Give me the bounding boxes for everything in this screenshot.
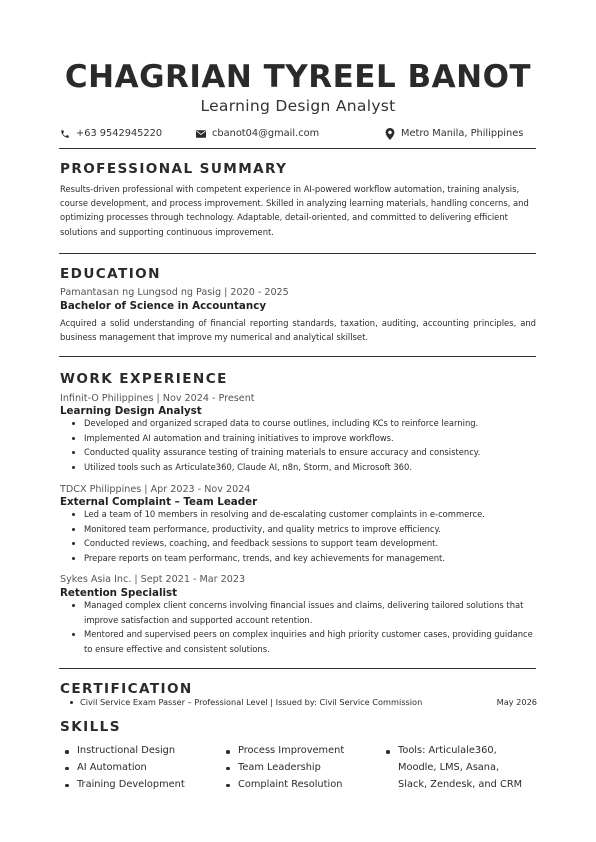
list-item: Mentored and supervised peers on complex inquiries and high priority customer cases, providing guidance to ensure effective and consistent solutions. — [70, 627, 536, 656]
skill-item: Process Improvement — [223, 743, 344, 760]
list-item: Conducted reviews, coaching, and feedback sessions to support team development. — [70, 536, 536, 551]
candidate-name: CHAGRIAN TYREEL BANOT — [64, 59, 532, 95]
skills-heading: SKILLS — [60, 719, 121, 735]
location-pin-icon — [385, 128, 395, 140]
job-bullets — [70, 416, 536, 474]
skill-item: Complaint Resolution — [223, 777, 344, 794]
skill-item: Team Leadership — [223, 760, 344, 777]
job-bullets — [70, 507, 536, 565]
education-degree: Bachelor of Science in Accountancy — [60, 300, 267, 312]
mail-icon — [196, 130, 206, 138]
job-company: Infinit-O Philippines | Nov 2024 - Present — [60, 393, 255, 404]
job-company: Sykes Asia Inc. | Sept 2021 - Mar 2023 — [60, 574, 246, 585]
education-divider — [59, 356, 536, 357]
job-position: Learning Design Analyst — [60, 405, 202, 417]
skill-item: Instructional Design — [62, 743, 185, 760]
header-divider — [59, 148, 536, 149]
summary-divider — [59, 253, 536, 254]
certification-item — [70, 696, 537, 708]
contact-phone — [60, 126, 162, 142]
skill-item-continued: Moodle, LMS, Asana, — [398, 761, 500, 773]
candidate-role: Learning Design Analyst — [200, 97, 396, 115]
skill-item: Training Development — [62, 777, 185, 794]
job-position: External Complaint – Team Leader — [60, 496, 258, 508]
education-heading: EDUCATION — [60, 266, 161, 282]
phone-text: +63 9542945220 — [76, 128, 163, 139]
list-item: Implemented AI automation and training initiatives to improve workflows. — [70, 431, 536, 446]
list-item: Utilized tools such as Articulate360, Claude AI, n8n, Storm, and Microsoft 360. — [70, 460, 536, 475]
skills-column-3 — [383, 743, 522, 793]
education-school: Pamantasan ng Lungsod ng Pasig | 2020 - 2025 — [60, 287, 289, 298]
summary-text: Results-driven professional with competent experience in AI-powered workflow automation, training analysis, course development, and process improvement. Skilled in analyzing learning materials, handling concerns, and optimizing processes through technology. Adaptable, detail-oriented, and committed to delivering efficient solutions and supporting continuous improvement. — [60, 184, 529, 237]
education-text: Acquired a solid understanding of financial reporting standards, taxation, auditing, accounting principles, and business management that improve my numerical and analytical skillset. — [60, 318, 536, 343]
job-bullets — [70, 598, 536, 656]
certification-text: Civil Service Exam Passer – Professional Level | Issued by: Civil Service Commission — [70, 696, 422, 708]
skills-column-1 — [62, 743, 185, 793]
skill-item: AI Automation — [62, 760, 185, 777]
skill-item-continued: Slack, Zendesk, and CRM — [398, 778, 523, 790]
job-company: TDCX Philippines | Apr 2023 - Nov 2024 — [60, 484, 251, 495]
location-text: Metro Manila, Philippines — [401, 128, 524, 139]
skills-column-2 — [223, 743, 344, 793]
contact-location — [385, 126, 523, 142]
list-item: Prepare reports on team performanc, trends, and key achievements for management. — [70, 551, 536, 566]
contact-email — [196, 126, 319, 142]
certification-heading: CERTIFICATION — [60, 681, 193, 697]
skill-item: Tools: Articulale360, — [383, 743, 522, 760]
work-heading: WORK EXPERIENCE — [60, 371, 228, 387]
list-item: Developed and organized scraped data to course outlines, including KCs to reinforce learning. — [70, 416, 536, 431]
summary-heading: PROFESSIONAL SUMMARY — [60, 161, 288, 177]
email-text: cbanot04@gmail.com — [212, 128, 320, 139]
job-position: Retention Specialist — [60, 587, 178, 599]
list-item: Managed complex client concerns involving financial issues and claims, delivering tailored solutions that improve satisfaction and supported account retention. — [70, 598, 536, 627]
certification-date: May 2026 — [496, 697, 537, 707]
list-item: Monitored team performance, productivity, and quality metrics to improve efficiency. — [70, 522, 536, 537]
list-item: Led a team of 10 members in resolving and de-escalating customer complaints in e-commerce. — [70, 507, 536, 522]
phone-icon — [60, 129, 70, 139]
work-divider — [59, 668, 536, 669]
list-item: Conducted quality assurance testing of training materials to ensure accuracy and consistency. — [70, 445, 536, 460]
